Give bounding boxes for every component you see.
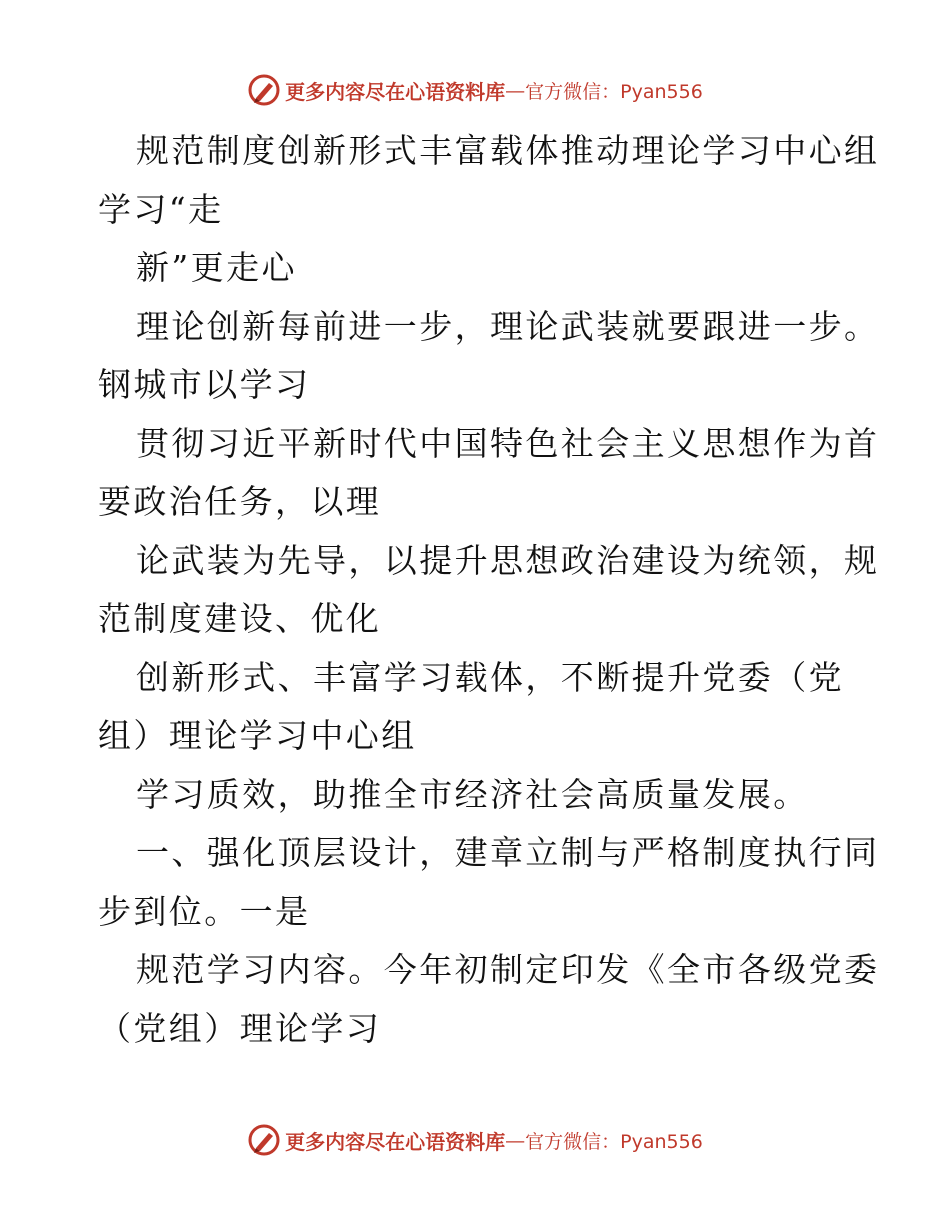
text-line: 钢城市以学习 bbox=[98, 365, 311, 404]
text-line: 范制度建设、优化 bbox=[98, 599, 382, 638]
text-line: 贯彻习近平新时代中国特色社会主义思想作为首 bbox=[136, 423, 880, 463]
text-line: 论武装为先导，以提升思想政治建设为统领，规 bbox=[136, 540, 880, 580]
footer-separator: — bbox=[505, 1128, 526, 1152]
text-line: 要政治任务，以理 bbox=[98, 482, 382, 521]
header-wechat: 官方微信：Pyan556 bbox=[525, 80, 703, 103]
text-line: （党组）理论学习 bbox=[98, 1008, 382, 1048]
text-line: 创新形式、丰富学习载体，不断提升党委（党 bbox=[136, 657, 844, 697]
text-line: 组）理论学习中心组 bbox=[98, 716, 417, 755]
footer-watermark bbox=[0, 1120, 950, 1160]
text-line: 步到位。一是 bbox=[98, 891, 311, 931]
header-brand: 更多内容尽在心语资料库 bbox=[285, 79, 506, 104]
text-line: 一、强化顶层设计，建章立制与严格制度执行同 bbox=[136, 833, 880, 872]
footer-brand: 更多内容尽在心语资料库 bbox=[285, 1129, 506, 1154]
text-line: 理论创新每前进一步，理论武装就要跟进一步。 bbox=[136, 306, 880, 346]
text-line: 规范学习内容。今年初制定印发《全市各级党委 bbox=[136, 950, 880, 989]
header-separator: — bbox=[505, 78, 526, 102]
pen-logo-icon bbox=[247, 1123, 281, 1157]
text-line: 新”更走心 bbox=[136, 248, 297, 287]
text-line: 学习“走 bbox=[98, 189, 224, 229]
document-body bbox=[98, 122, 880, 1058]
header-watermark bbox=[0, 70, 950, 110]
text-line: 规范制度创新形式丰富载体推动理论学习中心组 bbox=[136, 131, 880, 170]
text-line: 学习质效，助推全市经济社会高质量发展。 bbox=[136, 774, 809, 814]
pen-logo-icon bbox=[247, 73, 281, 107]
footer-wechat: 官方微信：Pyan556 bbox=[525, 1130, 703, 1153]
